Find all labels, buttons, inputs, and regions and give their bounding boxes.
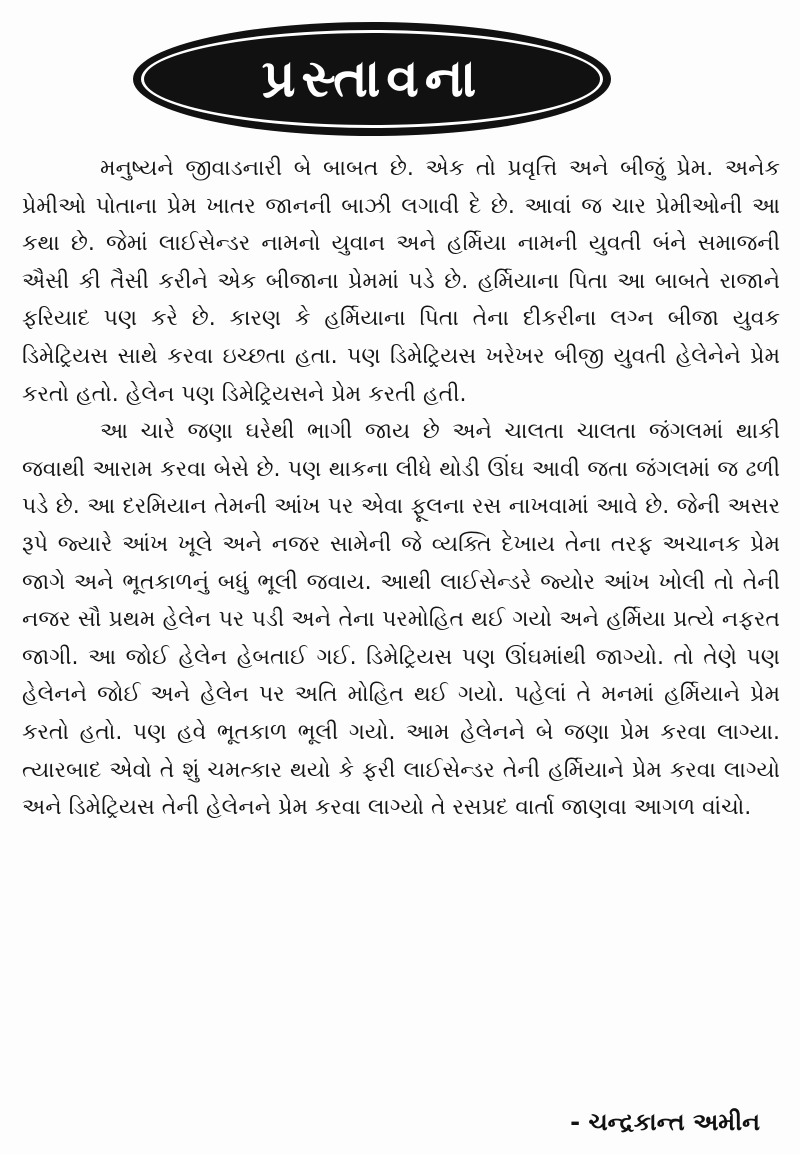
preface-body bbox=[22, 150, 780, 827]
title-badge bbox=[133, 22, 611, 136]
paragraph-2: આ ચારે જણા ઘરેથી ભાગી જાય છે અને ચાલતા ચાલતા જંગલમાં થાકી જવાથી આરામ કરવા બેસે છે. પણ થાકના લીધે થોડી ઊંઘ આવી જતા જંગલમાં જ ઢળી પડે છે. આ દરમિયાન તેમની આંખ પર એવા ફૂલના રસ નાખવામાં આવે છે. જેની અસર રૂપે જ્યારે આંખ ખૂલે અને નજર સામેની જે વ્યક્તિ દેખાય તેના તરફ અચાનક પ્રેમ જાગે અને ભૂતકાળનું બધું ભૂલી જવાય. આથી લાઈસેન્ડરે જ્યોર આંખ ખોલી તો તેની નજર સૌ પ્રથમ હેલેન પર પડી અને તેના પરમોહિત થઈ ગયો અને હર્મિયા પ્રત્યે નફરત જાગી. આ જોઈ હેલેન હેબતાઈ ગઈ. ડિમેટ્રિયસ પણ ઊંઘમાંથી જાગ્યો. તો તેણે પણ હેલેનને જોઈ અને હેલેન પર અતિ મોહિત થઈ ગયો. પહેલાં તે મનમાં હર્મિયાને પ્રેમ કરતો હતો. પણ હવે ભૂતકાળ ભૂલી ગયો. આમ હેલેનને બે જણા પ્રેમ કરવા લાગ્યા. ત્યારબાદ એવો તે શું ચમત્કાર થયો કે ફરી લાઈસેન્ડર તેની હર્મિયાને પ્રેમ કરવા લાગ્યો અને ડિમેટ્રિયસ તેની હેલેનને પ્રેમ કરવા લાગ્યો તે રસપ્રદ વાર્તા જાણવા આગળ વાંચો. bbox=[22, 419, 780, 821]
page-title: પ્રસ્તાવના bbox=[261, 49, 483, 109]
paragraph-1: મનુષ્યને જીવાડનારી બે બાબત છે. એક તો પ્રવૃત્તિ અને બીજું પ્રેમ. અનેક પ્રેમીઓ પોતાના પ્રેમ ખાતર જાનની બાઝી લગાવી દે છે. આવાં જ ચાર પ્રેમીઓની આ કથા છે. જેમાં લાઈસેન્ડર નામનો યુવાન અને હર્મિયા નામની યુવતી બંને સમાજની ઐસી કી તૈસી કરીને એક બીજાના પ્રેમમાં પડે છે. હર્મિયાના પિતા આ બાબતે રાજાને ફરિયાદ પણ કરે છે. કારણ કે હર્મિયાના પિતા તેના દીકરીના લગ્ન બીજા યુવક ડિમેટ્રિયસ સાથે કરવા ઇચ્છતા હતા. પણ ડિમેટ્રિયસ ખરેખર બીજી યુવતી હેલેનેને પ્રેમ કરતો હતો. હેલેન પણ ડિમેટ્રિયસને પ્રેમ કરતી હતી. bbox=[22, 156, 780, 407]
author-signature: - ચન્દ્રકાન્ત અમીન bbox=[570, 1108, 760, 1136]
